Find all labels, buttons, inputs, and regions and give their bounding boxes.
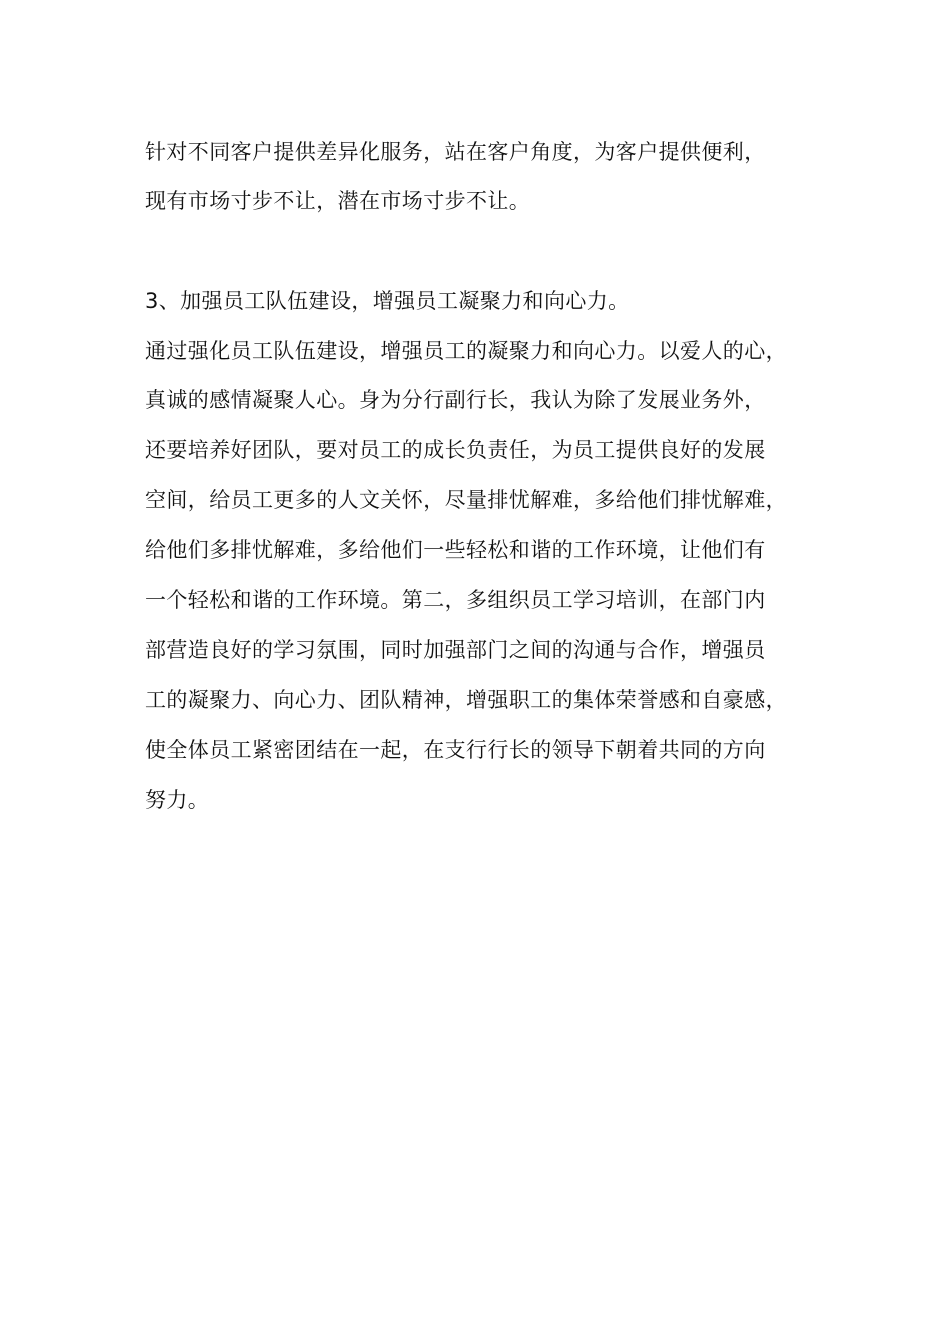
section-3-heading: 3、加强员工队伍建设，增强员工凝聚力和向心力。 xyxy=(145,289,630,313)
intro-line-1: 针对不同客户提供差异化服务，站在客户角度，为客户提供便利， xyxy=(145,140,766,164)
section-3-body-line-10: 努力。 xyxy=(145,788,210,812)
section-3-body-line-9: 使全体员工紧密团结在一起，在支行行长的领导下朝着共同的方向 xyxy=(145,738,766,762)
section-3-body-line-1: 通过强化员工队伍建设，增强员工的凝聚力和向心力。以爱人的心， xyxy=(145,339,787,363)
section-3-body-line-8: 工的凝聚力、向心力、团队精神，增强职工的集体荣誉感和自豪感， xyxy=(145,688,787,712)
section-3-body-line-3: 还要培养好团队，要对员工的成长负责任，为员工提供良好的发展 xyxy=(145,438,766,462)
intro-line-2: 现有市场寸步不让，潜在市场寸步不让。 xyxy=(145,189,531,213)
section-3-body-line-2: 真诚的感情凝聚人心。身为分行副行长，我认为除了发展业务外， xyxy=(145,388,766,412)
section-3-body-line-6: 一个轻松和谐的工作环境。第二，多组织员工学习培训，在部门内 xyxy=(145,588,766,612)
section-3-body-line-4: 空间，给员工更多的人文关怀，尽量排忧解难，多给他们排忧解难， xyxy=(145,488,787,512)
section-3-body-line-7: 部营造良好的学习氛围，同时加强部门之间的沟通与合作，增强员 xyxy=(145,638,766,662)
section-3-body-line-5: 给他们多排忧解难，多给他们一些轻松和谐的工作环境，让他们有 xyxy=(145,538,766,562)
